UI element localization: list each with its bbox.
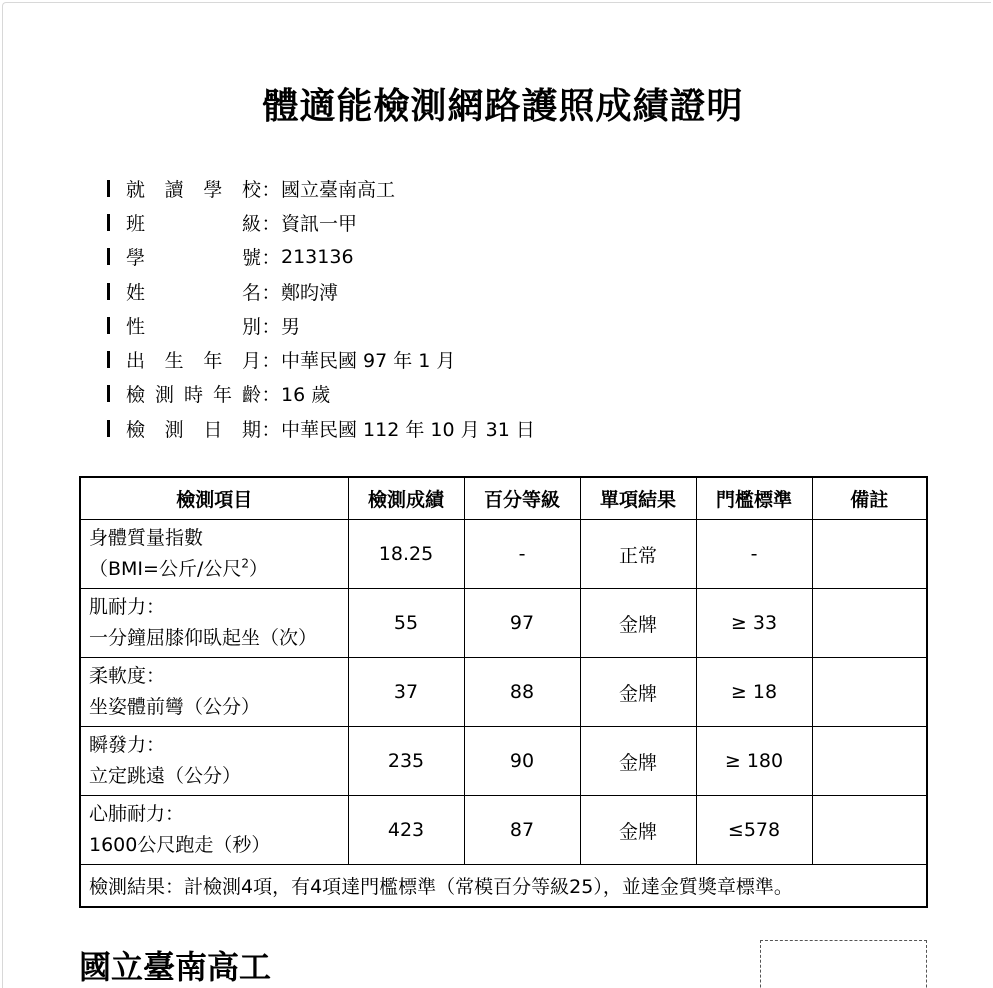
item-unit: 坐姿體前彎（公分） (89, 696, 261, 718)
info-value: 213136 (281, 245, 354, 268)
info-value: 中華民國 97 年 1 月 (281, 350, 456, 373)
info-colon: ： (261, 315, 281, 338)
item-unit-end: ） (249, 558, 269, 580)
info-colon: ： (261, 350, 281, 373)
table-row (80, 727, 927, 796)
info-row (107, 240, 807, 274)
info-row (107, 342, 807, 376)
item-unit: 1600公尺跑走（秒） (89, 834, 271, 856)
info-value: 男 (281, 315, 301, 338)
table-header-row (80, 477, 927, 520)
cell-percentile: 87 (464, 796, 580, 865)
info-value: 資訊一甲 (281, 212, 358, 235)
info-label: 學號 (126, 247, 261, 270)
item-name: 柔軟度： (89, 665, 166, 687)
scores-table (79, 476, 928, 908)
bullet-bar (107, 420, 110, 437)
cell-result: 金牌 (580, 658, 696, 727)
item-superscript: 2 (241, 556, 249, 571)
info-colon: ： (261, 281, 281, 304)
summary-row (80, 865, 927, 908)
cell-note (812, 520, 927, 589)
stamp-box (760, 940, 927, 988)
item-name: 心肺耐力： (89, 803, 185, 825)
header-note: 備註 (812, 477, 927, 520)
item-unit: 一分鐘屈膝仰臥起坐（次） (89, 627, 318, 649)
bullet-bar (107, 180, 110, 197)
info-colon: ： (261, 178, 281, 201)
info-colon: ： (261, 384, 281, 407)
cell-note (812, 658, 927, 727)
item-name: 身體質量指數 (89, 527, 204, 549)
info-colon: ： (261, 418, 281, 441)
table-row (80, 589, 927, 658)
cell-item (80, 589, 348, 658)
certificate-page (2, 2, 991, 988)
cell-item (80, 520, 348, 589)
info-label: 性別 (126, 315, 261, 338)
info-row (107, 411, 807, 445)
cell-percentile: 88 (464, 658, 580, 727)
info-row (107, 171, 807, 205)
header-threshold: 門檻標準 (696, 477, 812, 520)
bullet-bar (107, 385, 110, 402)
bullet-bar (107, 283, 110, 300)
info-value: 鄭昀溥 (281, 281, 339, 304)
student-info-list (107, 171, 807, 445)
cell-result: 正常 (580, 520, 696, 589)
info-label: 班級 (126, 212, 261, 235)
table-row (80, 520, 927, 589)
info-row (107, 308, 807, 342)
item-unit: 立定跳遠（公分） (89, 765, 242, 787)
cell-percentile: 97 (464, 589, 580, 658)
table-row (80, 796, 927, 865)
item-name: 瞬發力： (89, 734, 166, 756)
page-title: 體適能檢測網路護照成績證明 (262, 86, 744, 127)
info-label: 檢測日期 (126, 418, 261, 441)
cell-note (812, 589, 927, 658)
cell-score: 55 (348, 589, 464, 658)
table-row (80, 658, 927, 727)
info-row (107, 205, 807, 239)
cell-threshold: ≥ 33 (696, 589, 812, 658)
cell-threshold: ≥ 18 (696, 658, 812, 727)
info-colon: ： (261, 212, 281, 235)
item-name: 肌耐力： (89, 596, 166, 618)
info-label: 檢測時年齡 (126, 384, 261, 407)
cell-threshold: ≥ 180 (696, 727, 812, 796)
cell-threshold: ≤578 (696, 796, 812, 865)
bullet-bar (107, 317, 110, 334)
header-percentile: 百分等級 (464, 477, 580, 520)
bullet-bar (107, 351, 110, 368)
cell-score: 37 (348, 658, 464, 727)
cell-note (812, 796, 927, 865)
cell-score: 235 (348, 727, 464, 796)
header-item: 檢測項目 (80, 477, 348, 520)
cell-result: 金牌 (580, 727, 696, 796)
cell-item (80, 658, 348, 727)
cell-percentile: - (464, 520, 580, 589)
cell-threshold: - (696, 520, 812, 589)
bullet-bar (107, 214, 110, 231)
cell-percentile: 90 (464, 727, 580, 796)
info-label: 出生年月 (126, 350, 261, 373)
info-colon: ： (261, 247, 281, 270)
info-row (107, 274, 807, 308)
cell-score: 423 (348, 796, 464, 865)
header-result: 單項結果 (580, 477, 696, 520)
info-value: 國立臺南高工 (281, 178, 396, 201)
info-value: 中華民國 112 年 10 月 31 日 (281, 418, 535, 441)
info-value: 16 歲 (281, 384, 331, 407)
info-label: 姓名 (126, 281, 261, 304)
cell-item (80, 796, 348, 865)
cell-note (812, 727, 927, 796)
header-score: 檢測成績 (348, 477, 464, 520)
item-unit: （BMI=公斤/公尺 (89, 558, 242, 580)
cell-result: 金牌 (580, 796, 696, 865)
info-row (107, 377, 807, 411)
bullet-bar (107, 248, 110, 265)
cell-result: 金牌 (580, 589, 696, 658)
info-label: 就讀學校 (126, 178, 261, 201)
summary-text: 檢測結果：計檢測4項，有4項達門檻標準（常模百分等級25），並達金質獎章標準。 (80, 865, 927, 908)
cell-score: 18.25 (348, 520, 464, 589)
cell-item (80, 727, 348, 796)
footer-school-name: 國立臺南高工 (79, 948, 272, 986)
